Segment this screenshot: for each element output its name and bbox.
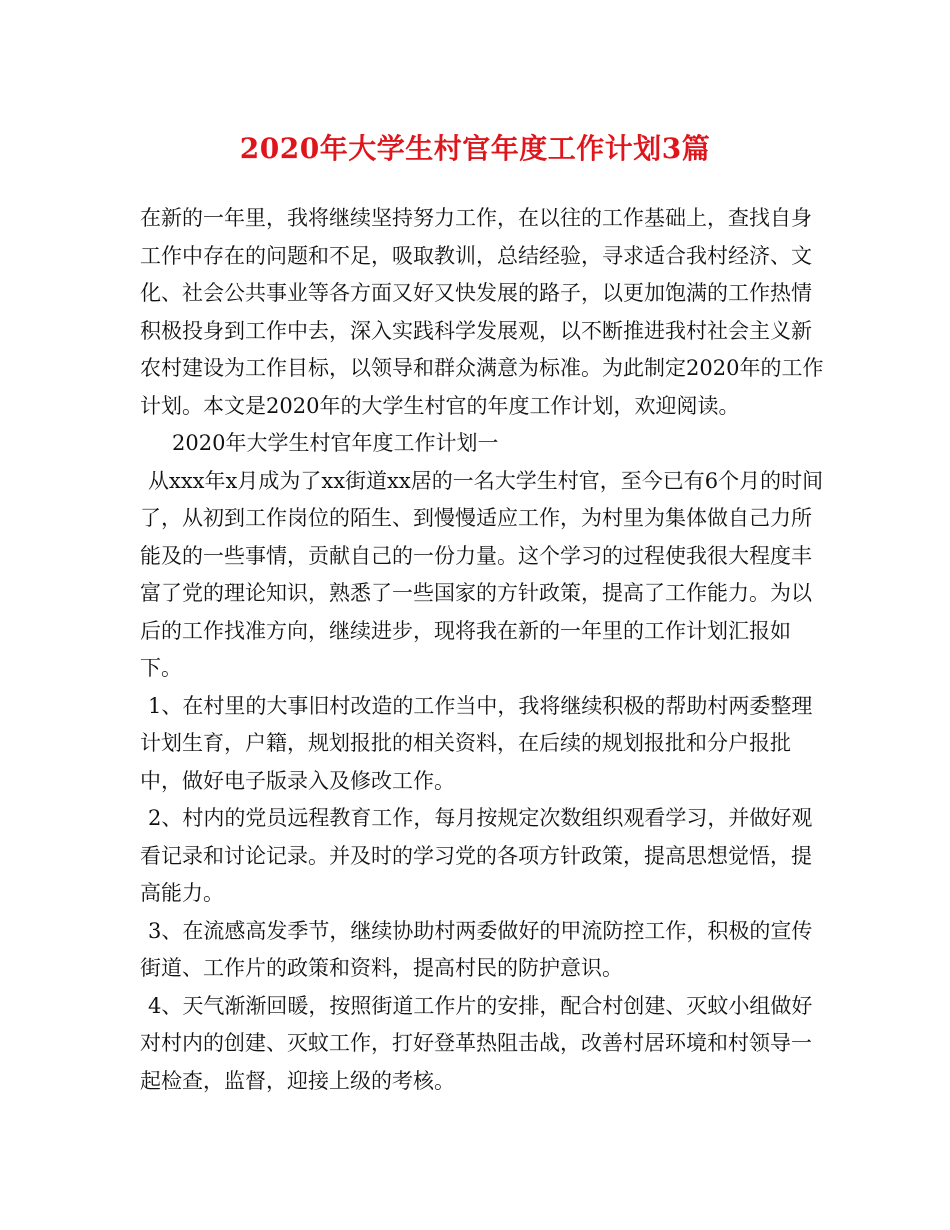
list-item-1: 1、在村里的大事旧村改造的工作当中，我将继续积极的帮助村两委整理计划生育，户籍，规划报批的相关资料，在后续的规划报批和分户报批中，做好电子版录入及修改工作。 (140, 693, 813, 793)
intro-paragraph: 在新的一年里，我将继续坚持努力工作，在以往的工作基础上，查找自身工作中存在的问题和不足，吸取教训，总结经验，寻求适合我村经济、文化、社会公共事业等各方面又好又快发展的路子，以更加饱满的工作热情积极投身到工作中去，深入实践科学发展观，以不断推进我村社会主义新农村建设为工作目标，以领导和群众满意为标准。为此制定2020年的工作计划。本文是2020年的大学生村官的年度工作计划，欢迎阅读。 (140, 206, 824, 418)
section-heading: 2020年大学生村官年度工作计划一 (172, 431, 499, 455)
document-body (140, 200, 830, 1100)
body-paragraph: 从xxx年x月成为了xx街道xx居的一名大学生村官，至今已有6个月的时间了，从初到工作岗位的陌生、到慢慢适应工作，为村里为集体做自己力所能及的一些事情，贡献自己的一份力量。这个学习的过程使我很大程度丰富了党的理论知识，熟悉了一些国家的方针政策，提高了工作能力。为以后的工作找准方向，继续进步，现将我在新的一年里的工作计划汇报如下。 (140, 468, 824, 680)
list-item-3: 3、在流感高发季节，继续协助村两委做好的甲流防控工作，积极的宣传街道、工作片的政策和资料，提高村民的防护意识。 (140, 918, 813, 980)
list-item-2: 2、村内的党员远程教育工作，每月按规定次数组织观看学习，并做好观看记录和讨论记录。并及时的学习党的各项方针政策，提高思想觉悟，提高能力。 (140, 806, 813, 905)
document-title: 2020年大学生村官年度工作计划3篇 (239, 132, 711, 165)
list-item-4: 4、天气渐渐回暖，按照街道工作片的安排，配合村创建、灭蚊小组做好对村内的创建、灭蚊工作，打好登革热阻击战，改善村居环境和村领导一起检查，监督，迎接上级的考核。 (140, 993, 813, 1093)
